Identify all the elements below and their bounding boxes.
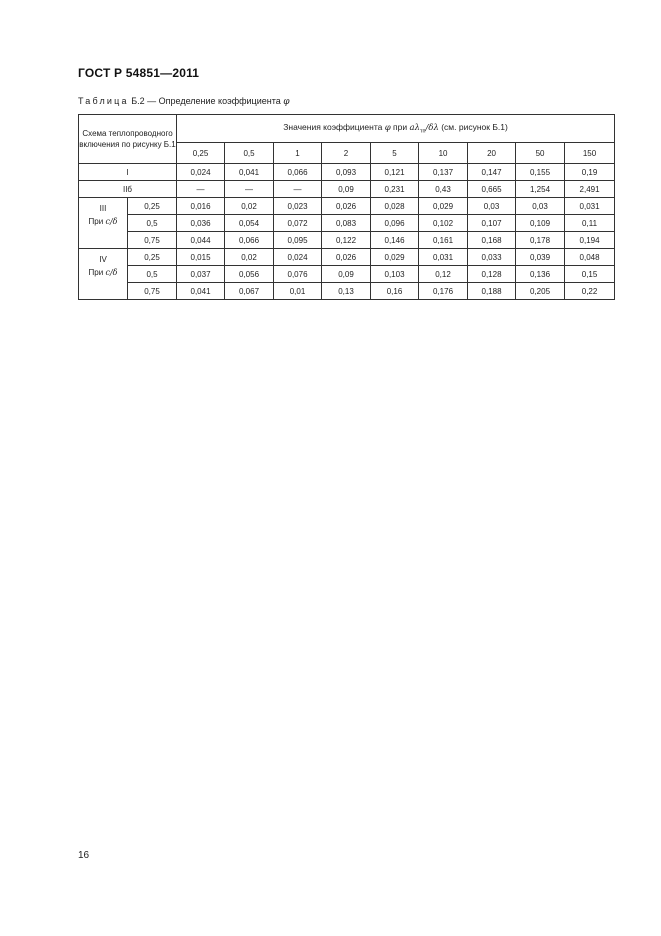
value-cell: 0,103 [371,266,419,283]
param-cell: 0,5 [225,143,274,164]
ratio-cell: 0,5 [128,215,177,232]
value-cell: 0,048 [565,249,615,266]
value-cell: 0,033 [468,249,516,266]
value-cell: 0,015 [177,249,225,266]
value-cell: 0,155 [516,164,565,181]
values-header [177,115,615,143]
scheme-label: IIб [79,181,177,198]
value-cell: 0,054 [225,215,274,232]
value-cell: 0,026 [322,249,371,266]
value-cell: 0,026 [322,198,371,215]
caption-number: Б.2 [131,96,145,106]
table-row [79,249,615,266]
value-cell: 0,168 [468,232,516,249]
value-cell: 0,072 [274,215,322,232]
value-cell: 0,665 [468,181,516,198]
param-cell: 10 [419,143,468,164]
value-cell: — [225,181,274,198]
ratio-cell: 0,25 [128,198,177,215]
value-cell: 0,01 [274,283,322,300]
ratio-cell: 0,25 [128,249,177,266]
param-cell: 5 [371,143,419,164]
value-cell: 0,029 [371,249,419,266]
value-cell: 0,031 [565,198,615,215]
scheme-label: IV [99,255,107,264]
page-number: 16 [78,850,90,861]
value-cell: 0,037 [177,266,225,283]
document-header: ГОСТ Р 54851—2011 [78,66,200,80]
value-cell: 0,11 [565,215,615,232]
param-cell: 20 [468,143,516,164]
ratio-cell: 0,5 [128,266,177,283]
value-cell: 0,128 [468,266,516,283]
value-cell: 0,03 [516,198,565,215]
table-row [79,181,615,198]
table-caption [78,96,290,107]
value-cell: 0,02 [225,198,274,215]
condition-prefix: При [88,217,104,226]
condition-var: c [105,217,110,226]
values-header-div: /δλ [425,123,439,134]
value-cell: 0,188 [468,283,516,300]
value-cell: 0,107 [468,215,516,232]
value-cell: 0,067 [225,283,274,300]
value-cell: 0,056 [225,266,274,283]
value-cell: 0,095 [274,232,322,249]
value-cell: 0,066 [274,164,322,181]
scheme-group-label [79,249,128,300]
value-cell: 0,029 [419,198,468,215]
value-cell: 0,109 [516,215,565,232]
value-cell: — [274,181,322,198]
param-cell: 50 [516,143,565,164]
value-cell: 0,083 [322,215,371,232]
values-header-prefix: Значения коэффициента [283,122,383,133]
value-cell: 0,121 [371,164,419,181]
caption-word: Таблица [78,96,129,106]
value-cell: 0,15 [565,266,615,283]
coefficient-table [78,114,615,300]
values-header-suffix: (см. рисунок Б.1) [441,122,508,133]
value-cell: 0,102 [419,215,468,232]
table-row [79,198,615,215]
condition-var: c [105,268,110,277]
value-cell: 0,041 [225,164,274,181]
value-cell: 0,22 [565,283,615,300]
value-cell: 0,122 [322,232,371,249]
value-cell: 0,146 [371,232,419,249]
value-cell: 0,205 [516,283,565,300]
table-row [79,232,615,249]
value-cell: 0,43 [419,181,468,198]
value-cell: 0,09 [322,181,371,198]
table-row [79,215,615,232]
value-cell: 0,231 [371,181,419,198]
value-cell: 0,044 [177,232,225,249]
condition-suffix: /δ [109,268,118,277]
condition-prefix: При [88,268,104,277]
value-cell: 0,024 [177,164,225,181]
table-row [79,283,615,300]
value-cell: 0,136 [516,266,565,283]
value-cell: 0,16 [371,283,419,300]
value-cell: 0,147 [468,164,516,181]
param-cell: 1 [274,143,322,164]
values-header-mid: при [393,122,408,133]
value-cell: 0,028 [371,198,419,215]
value-cell: 0,076 [274,266,322,283]
value-cell: 0,031 [419,249,468,266]
caption-title: — Определение коэффициента [147,96,281,106]
value-cell: 0,066 [225,232,274,249]
values-header-lambda: λ [414,123,420,134]
value-cell: — [177,181,225,198]
value-cell: 0,194 [565,232,615,249]
value-cell: 0,024 [274,249,322,266]
value-cell: 0,178 [516,232,565,249]
param-cell: 2 [322,143,371,164]
param-cell: 0,25 [177,143,225,164]
value-cell: 0,161 [419,232,468,249]
value-cell: 0,137 [419,164,468,181]
value-cell: 1,254 [516,181,565,198]
value-cell: 0,041 [177,283,225,300]
value-cell: 0,036 [177,215,225,232]
table-row [79,164,615,181]
caption-symbol: φ [283,97,290,107]
value-cell: 0,19 [565,164,615,181]
value-cell: 0,039 [516,249,565,266]
value-cell: 0,023 [274,198,322,215]
value-cell: 0,096 [371,215,419,232]
scheme-label: I [79,164,177,181]
value-cell: 0,02 [225,249,274,266]
table-row [79,266,615,283]
param-cell: 150 [565,143,615,164]
values-header-a: a [409,123,415,134]
scheme-header: Схема теплопроводного включения по рисунку Б.1 [79,115,177,164]
scheme-label: III [99,204,107,213]
value-cell: 0,09 [322,266,371,283]
value-cell: 0,03 [468,198,516,215]
value-cell: 0,093 [322,164,371,181]
values-header-sub: тп [419,128,426,135]
ratio-cell: 0,75 [128,232,177,249]
value-cell: 0,12 [419,266,468,283]
scheme-group-label [79,198,128,249]
condition-suffix: /δ [109,217,118,226]
value-cell: 0,016 [177,198,225,215]
ratio-cell: 0,75 [128,283,177,300]
values-header-phi: φ [384,123,391,134]
value-cell: 0,176 [419,283,468,300]
value-cell: 2,491 [565,181,615,198]
value-cell: 0,13 [322,283,371,300]
